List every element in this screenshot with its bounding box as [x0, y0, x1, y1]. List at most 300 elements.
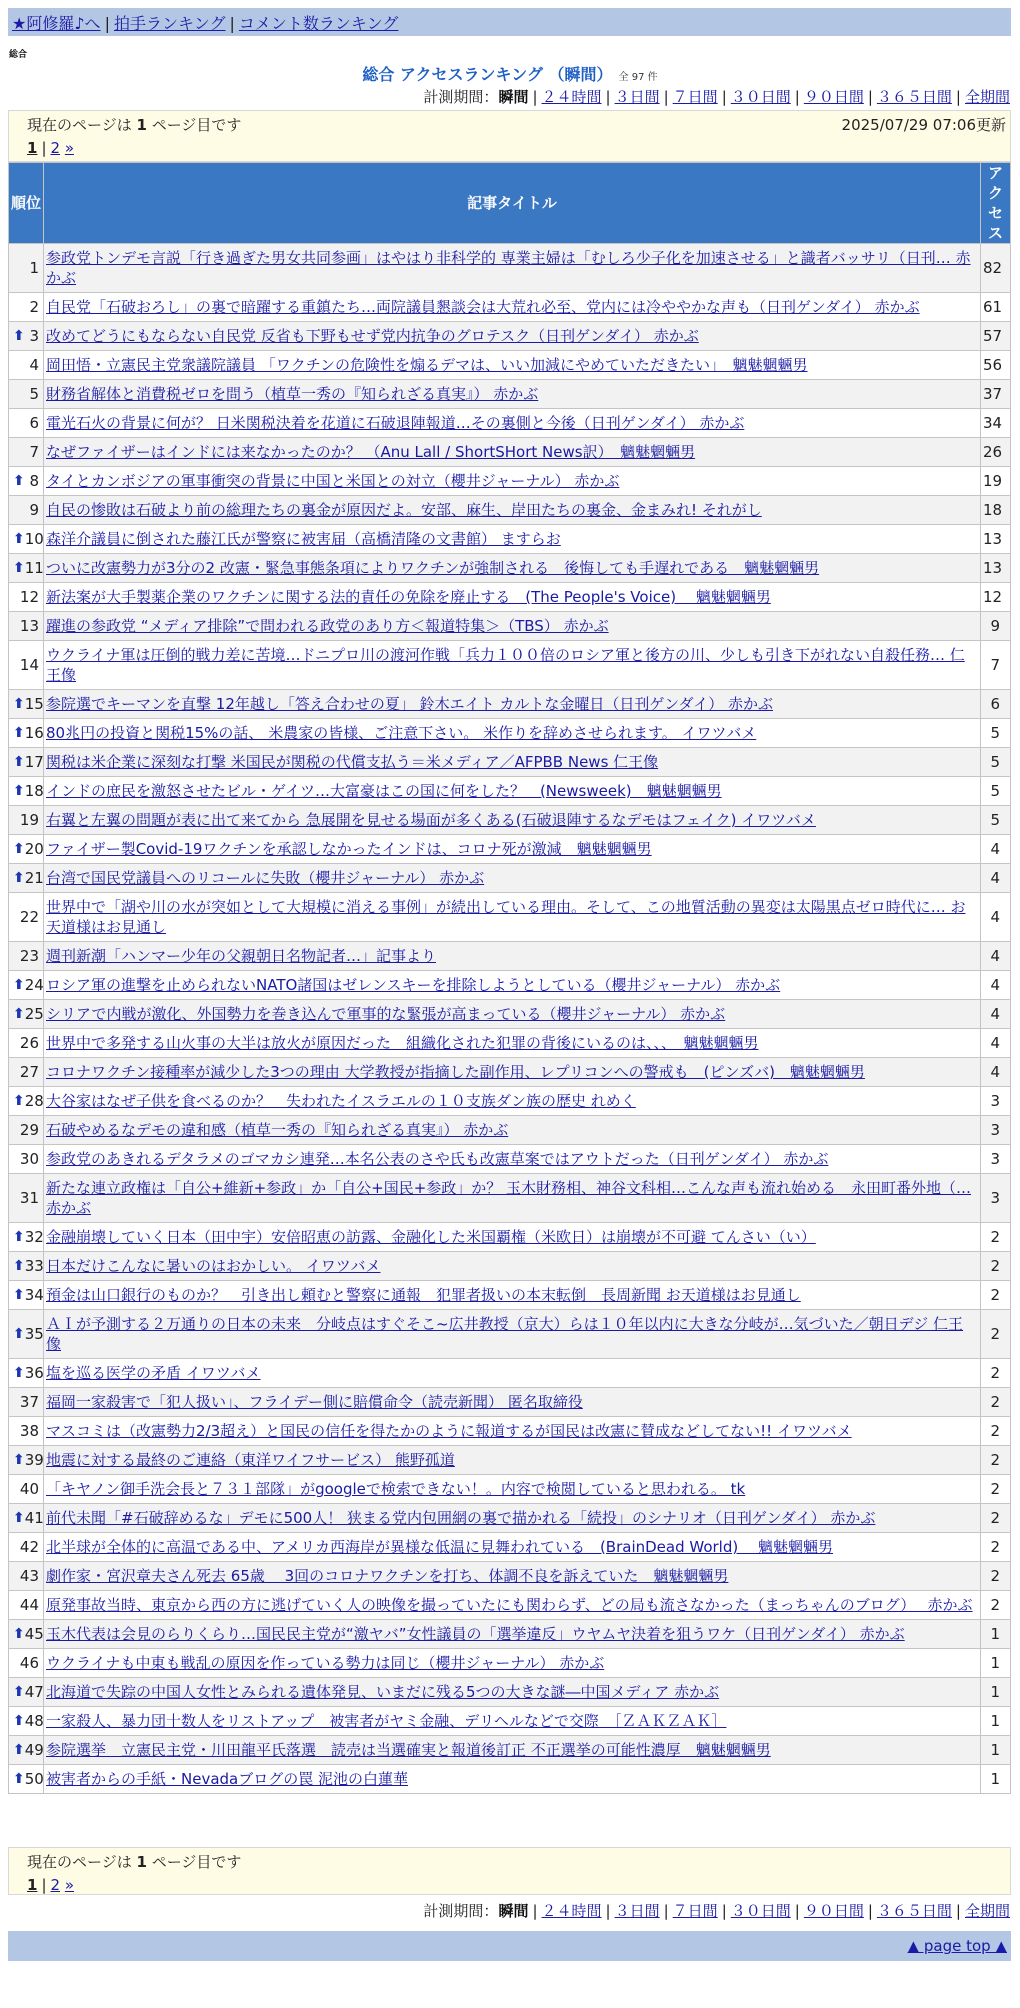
rank-number: 5	[29, 385, 39, 403]
table-header-row	[9, 163, 1011, 244]
current-page-post: ページ目です	[146, 1853, 242, 1871]
access-count: 5	[981, 806, 1011, 835]
rank-number: 11	[24, 559, 44, 577]
page-next-link[interactable]: »	[64, 1876, 75, 1894]
rank-cell	[9, 893, 44, 942]
rank-number: 10	[24, 530, 44, 548]
article-link[interactable]: 80兆円の投資と関税15%の話、 米農家の皆様、ご注意下さい。 米作りを辞めさせられます。 イワツバメ	[46, 724, 757, 742]
title-cell	[44, 748, 981, 777]
article-link[interactable]: 福岡一家殺害で「犯人扱い」、フライデー側に賠償命令（読売新聞） 匿名取締役	[46, 1393, 583, 1411]
table-row	[9, 719, 1011, 748]
rank-number: 49	[24, 1741, 44, 1759]
title-cell	[44, 1417, 981, 1446]
rank-cell	[9, 1174, 44, 1223]
rank-number: 37	[19, 1393, 39, 1411]
rank-cell	[9, 1475, 44, 1504]
title-cell	[44, 1252, 981, 1281]
article-link[interactable]: 参政党のあきれるデタラメのゴマカシ連発…本名公表のさや氏も改憲草案ではアウトだった（日刊ゲンダイ） 赤かぶ	[46, 1150, 829, 1168]
table-row	[9, 1446, 1011, 1475]
rank-up-arrow-icon: ⬆	[13, 696, 25, 712]
top-nav: ★阿修羅♪へ | 拍手ランキング | コメント数ランキング	[8, 8, 1011, 36]
article-link[interactable]: 右翼と左翼の問題が表に出て来てから 急展開を見せる場面が多くある(石破退陣するなデモはフェイク) イワツバメ	[46, 811, 816, 829]
title-cell	[44, 1310, 981, 1359]
access-count: 12	[981, 583, 1011, 612]
access-count: 2	[981, 1591, 1011, 1620]
page-top-link[interactable]: ▲ page top ▲	[907, 1937, 1007, 1955]
rank-cell	[9, 1359, 44, 1388]
table-row	[9, 1281, 1011, 1310]
table-row	[9, 1620, 1011, 1649]
period-selector-top	[423, 86, 1010, 107]
article-link[interactable]: なぜファイザーはインドには来なかったのか？ （Anu Lall / ShortSHort News訳） 魑魅魍魎男	[46, 443, 696, 461]
title-cell	[44, 612, 981, 641]
article-link[interactable]: 石破やめるなデモの違和感（植草一秀の『知られざる真実』） 赤かぶ	[46, 1121, 509, 1139]
rank-cell	[9, 777, 44, 806]
rank-number: 13	[19, 617, 39, 635]
access-count: 56	[981, 351, 1011, 380]
title-cell	[44, 1029, 981, 1058]
period-separator: |	[794, 1902, 800, 1920]
table-row	[9, 1000, 1011, 1029]
article-link[interactable]: 参院選挙 立憲民主党・川田龍平氏落選 読売は当選確実と報道後訂正 不正選挙の可能性濃厚 魑魅魍魎男	[46, 1741, 771, 1759]
rank-number: 35	[24, 1325, 44, 1343]
rank-cell	[9, 1116, 44, 1145]
article-link[interactable]: 大谷家はなぜ子供を食べるのか？ 失われたイスラエルの１０支族ダン族の歴史 れめく	[46, 1092, 636, 1110]
article-link[interactable]: 預金は山口銀行のものか？ 引き出し頼むと警察に通報 犯罪者扱いの本末転倒 長周新聞 お天道様はお見通し	[46, 1286, 801, 1304]
rank-cell	[9, 612, 44, 641]
table-row	[9, 1417, 1011, 1446]
period-selector-bottom	[423, 1900, 1010, 1921]
title-cell	[44, 1087, 981, 1116]
access-count: 3	[981, 1174, 1011, 1223]
access-count: 2	[981, 1223, 1011, 1252]
rank-cell	[9, 1000, 44, 1029]
rank-cell	[9, 1591, 44, 1620]
rank-number: 47	[24, 1683, 44, 1701]
rank-number: 34	[24, 1286, 44, 1304]
rank-up-arrow-icon: ⬆	[13, 841, 25, 857]
table-row	[9, 1223, 1011, 1252]
rank-number: 1	[29, 259, 39, 277]
article-link[interactable]: 原発事故当時、東京から西の方に逃げていく人の映像を撮っていたにも関わらず、どの局も流さなかった（まっちゃんのブログ） 赤かぶ	[46, 1596, 973, 1614]
article-link[interactable]: インドの庶民を激怒させたビル・ゲイツ…大富豪はこの国に何をした？ (Newsweek) 魑魅魍魎男	[46, 782, 722, 800]
access-count: 4	[981, 942, 1011, 971]
rank-up-arrow-icon: ⬆	[13, 1006, 25, 1022]
access-count: 2	[981, 1281, 1011, 1310]
article-link[interactable]: 日本だけこんなに暑いのはおかしい。 イワツバメ	[46, 1257, 381, 1275]
title-cell	[44, 1591, 981, 1620]
access-count: 1	[981, 1678, 1011, 1707]
rank-cell	[9, 1765, 44, 1794]
period-separator: |	[663, 1902, 669, 1920]
article-link[interactable]: 塩を巡る医学の矛盾 イワツバメ	[46, 1364, 261, 1382]
access-count: 19	[981, 467, 1011, 496]
period-bottom-link[interactable]: 全期間	[964, 1902, 1010, 1920]
article-link[interactable]: ついに改憲勢力が3分の2 改憲・緊急事態条項によりワクチンが強制される 後悔しても手遅れである 魑魅魍魎男	[46, 559, 820, 577]
period-label: 計測期間：	[423, 1902, 499, 1920]
article-link[interactable]: 北半球が全体的に高温である中、アメリカ西海岸が異様な低温に見舞われている (BrainDead World) 魑魅魍魎男	[46, 1538, 833, 1556]
access-count: 5	[981, 719, 1011, 748]
current-page-post: ページ目です	[146, 116, 242, 134]
access-count: 1	[981, 1707, 1011, 1736]
rank-cell	[9, 806, 44, 835]
period-separator: |	[605, 88, 611, 106]
rank-cell	[9, 835, 44, 864]
period-top-link[interactable]: ９０日間	[803, 88, 864, 106]
title-cell	[44, 1388, 981, 1417]
title-cell	[44, 777, 981, 806]
article-link[interactable]: 躍進の参政党 “メディア排除”で問われる政党のあり方＜報道特集＞（TBS） 赤かぶ	[46, 617, 609, 635]
table-row	[9, 467, 1011, 496]
article-link[interactable]: 新たな連立政権は「自公+維新+参政」か「自公+国民+参政」か？ 玉木財務相、神谷文科相…こんな声も流れ始める 永田町番外地（… 赤かぶ	[46, 1179, 972, 1217]
access-count: 2	[981, 1388, 1011, 1417]
access-count: 2	[981, 1252, 1011, 1281]
period-top-link[interactable]: 全期間	[964, 88, 1010, 106]
article-link[interactable]: 森洋介議員に倒された藤江氏が警察に被害届（高橋清隆の文書館） ますらお	[46, 530, 561, 548]
rank-cell	[9, 1707, 44, 1736]
rank-number: 30	[19, 1150, 39, 1168]
table-row	[9, 1058, 1011, 1087]
rank-cell	[9, 1446, 44, 1475]
rank-number: 12	[19, 588, 39, 606]
rank-number: 7	[29, 443, 39, 461]
title-cell	[44, 496, 981, 525]
page-next-link[interactable]: »	[64, 139, 75, 157]
article-link[interactable]: 地震に対する最終のご連絡（東洋ワイフサービス） 熊野孤道	[46, 1451, 455, 1469]
article-link[interactable]: ＡＩが予測する２万通りの日本の未来 分岐点はすぐそこ~広井教授（京大）らは１０年以内に大きな分岐が…気づいた／朝日デジ 仁王像	[46, 1315, 964, 1353]
period-bottom-link[interactable]: ３日間	[614, 1902, 660, 1920]
page-current: 1	[27, 1876, 38, 1894]
title-row	[0, 62, 1020, 85]
article-link[interactable]: タイとカンボジアの軍事衝突の背景に中国と米国との対立（櫻井ジャーナル） 赤かぶ	[46, 472, 620, 490]
access-count: 34	[981, 409, 1011, 438]
rank-number: 32	[24, 1228, 44, 1246]
rank-up-arrow-icon: ⬆	[13, 1510, 25, 1526]
title-cell	[44, 1678, 981, 1707]
title-cell	[44, 583, 981, 612]
access-count: 1	[981, 1736, 1011, 1765]
rank-number: 3	[29, 327, 39, 345]
rank-cell	[9, 1736, 44, 1765]
rank-number: 42	[19, 1538, 39, 1556]
rank-number: 25	[24, 1005, 44, 1023]
rank-number: 33	[24, 1257, 44, 1275]
access-count: 82	[981, 244, 1011, 293]
table-row	[9, 1145, 1011, 1174]
access-count: 9	[981, 612, 1011, 641]
page-separator: |	[41, 139, 47, 157]
pager-bottom-page-links	[27, 1876, 992, 1894]
access-count: 5	[981, 777, 1011, 806]
table-row	[9, 496, 1011, 525]
title-cell	[44, 1504, 981, 1533]
bottom-bar	[8, 1931, 1011, 1961]
rank-cell	[9, 380, 44, 409]
article-link[interactable]: 玉木代表は会見のらりくらり…国民民主党が“激ヤバ”女性議員の「選挙違反」ウヤムヤ決着を狙うワケ（日刊ゲンダイ） 赤かぶ	[46, 1625, 905, 1643]
article-link[interactable]: 被害者からの手紙・Nevadaブログの罠 泥池の白蓮華	[46, 1770, 409, 1788]
rank-number: 41	[24, 1509, 44, 1527]
rank-cell	[9, 942, 44, 971]
rank-cell	[9, 1281, 44, 1310]
rank-up-arrow-icon: ⬆	[13, 1771, 25, 1787]
rank-cell	[9, 971, 44, 1000]
rank-number: 2	[29, 298, 39, 316]
table-row	[9, 1504, 1011, 1533]
article-link[interactable]: 金融崩壊していく日本（田中宇）安倍昭恵の訪露、金融化した米国覇権（米欧日）は崩壊が不可避 てんさい（い）	[46, 1228, 816, 1246]
article-link[interactable]: 参院選でキーマンを直撃 12年越し「答え合わせの夏」 鈴木エイト カルトな金曜日（日刊ゲンダイ） 赤かぶ	[46, 695, 773, 713]
article-link[interactable]: 関税は米企業に深刻な打撃 米国民が関税の代償支払う＝米メディア／AFPBB News 仁王像	[46, 753, 659, 771]
access-count: 4	[981, 835, 1011, 864]
title-cell	[44, 1174, 981, 1223]
article-link[interactable]: 新法案が大手製薬企業のワクチンに関する法的責任の免除を廃止する (The People's Voice) 魑魅魍魎男	[46, 588, 771, 606]
period-top-link[interactable]: ７日間	[672, 88, 718, 106]
access-count: 4	[981, 864, 1011, 893]
rank-cell	[9, 748, 44, 777]
article-link[interactable]: ファイザー製Covid-19ワクチンを承認しなかったインドは、コロナ死が激減 魑魅魍魎男	[46, 840, 652, 858]
rank-number: 19	[19, 811, 39, 829]
rank-cell	[9, 719, 44, 748]
access-count: 4	[981, 893, 1011, 942]
rank-cell	[9, 525, 44, 554]
rank-number: 20	[24, 840, 44, 858]
rank-number: 44	[19, 1596, 39, 1614]
table-row	[9, 1591, 1011, 1620]
table-row	[9, 971, 1011, 1000]
rank-number: 28	[24, 1092, 44, 1110]
rank-cell	[9, 409, 44, 438]
rank-cell	[9, 1678, 44, 1707]
period-top-link[interactable]: ３０日間	[730, 88, 791, 106]
table-row	[9, 690, 1011, 719]
access-count: 4	[981, 1000, 1011, 1029]
article-link[interactable]: 自民の惨敗は石破より前の総理たちの裏金が原因だよ。安部、麻生、岸田たちの裏金、金まみれ! それがし	[46, 501, 762, 519]
rank-cell	[9, 1029, 44, 1058]
access-count: 13	[981, 554, 1011, 583]
page-link[interactable]: 2	[50, 1876, 61, 1894]
article-link[interactable]: 財務省解体と消費税ゼロを問う（植草一秀の『知られざる真実』） 赤かぶ	[46, 385, 539, 403]
access-count: 3	[981, 1087, 1011, 1116]
rank-number: 23	[19, 947, 39, 965]
title-cell	[44, 525, 981, 554]
rank-up-arrow-icon: ⬆	[13, 977, 25, 993]
pager-top	[8, 110, 1011, 162]
title-cell	[44, 1533, 981, 1562]
article-link[interactable]: 世界中で多発する山火事の大半は放火が原因だった 組織化された犯罪の背後にいるのは、、、 魑魅魍魎男	[46, 1034, 759, 1052]
access-count: 4	[981, 1058, 1011, 1087]
period-top-link[interactable]: ３６５日間	[876, 88, 952, 106]
access-count: 2	[981, 1504, 1011, 1533]
rank-cell	[9, 293, 44, 322]
rank-cell	[9, 690, 44, 719]
rank-number: 48	[24, 1712, 44, 1730]
rank-up-arrow-icon: ⬆	[13, 725, 25, 741]
header-rank: 順位	[9, 163, 44, 244]
rank-number: 39	[24, 1451, 44, 1469]
article-link[interactable]: 一家殺人、暴力団十数人をリストアップ 被害者がヤミ金融、デリヘルなどで交際 ［ＺＡＫＺＡＫ］	[46, 1712, 727, 1730]
rank-cell	[9, 496, 44, 525]
article-link[interactable]: 参政党トンデモ言説「行き過ぎた男女共同参画」はやはり非科学的 専業主婦は「むしろ少子化を加速させる」と識者バッサリ（日刊… 赤かぶ	[46, 249, 971, 287]
access-count: 2	[981, 1310, 1011, 1359]
rank-number: 50	[24, 1770, 44, 1788]
table-row	[9, 1533, 1011, 1562]
access-count: 1	[981, 1765, 1011, 1794]
table-row	[9, 1359, 1011, 1388]
current-page-text	[27, 1851, 992, 1872]
title-cell	[44, 1116, 981, 1145]
rank-number: 15	[24, 695, 44, 713]
current-page-number: 1	[136, 116, 147, 134]
table-row	[9, 1174, 1011, 1223]
rank-up-arrow-icon: ⬆	[13, 473, 25, 489]
ranking-table	[8, 162, 1011, 1794]
rank-cell	[9, 438, 44, 467]
article-link[interactable]: 岡田悟・立憲民主党衆議院議員 「ワクチンの危険性を煽るデマは、いい加減にやめていただきたい」 魑魅魍魎男	[46, 356, 808, 374]
article-link[interactable]: シリアで内戦が激化、外国勢力を巻き込んで軍事的な緊張が高まっている（櫻井ジャーナル） 赤かぶ	[46, 1005, 726, 1023]
nav-link-comment-ranking[interactable]: コメント数ランキング	[238, 14, 399, 33]
rank-cell	[9, 641, 44, 690]
table-row	[9, 525, 1011, 554]
title-cell	[44, 244, 981, 293]
rank-cell	[9, 583, 44, 612]
rank-number: 18	[24, 782, 44, 800]
rank-cell	[9, 244, 44, 293]
table-row	[9, 1087, 1011, 1116]
rank-cell	[9, 864, 44, 893]
title-cell	[44, 438, 981, 467]
rank-number: 14	[19, 656, 39, 674]
access-count: 4	[981, 971, 1011, 1000]
access-count: 4	[981, 1029, 1011, 1058]
rank-cell	[9, 1058, 44, 1087]
rank-up-arrow-icon: ⬆	[13, 783, 25, 799]
period-bottom-link[interactable]: ７日間	[672, 1902, 718, 1920]
rank-number: 40	[19, 1480, 39, 1498]
rank-number: 46	[19, 1654, 39, 1672]
table-row	[9, 322, 1011, 351]
rank-up-arrow-icon: ⬆	[13, 754, 25, 770]
title-cell	[44, 1058, 981, 1087]
access-count: 1	[981, 1620, 1011, 1649]
rank-cell	[9, 1223, 44, 1252]
rank-up-arrow-icon: ⬆	[13, 1713, 25, 1729]
access-count: 2	[981, 1562, 1011, 1591]
table-row	[9, 351, 1011, 380]
title-cell	[44, 942, 981, 971]
article-link[interactable]: コロナワクチン接種率が減少した3つの理由 大学教授が指摘した副作用、レプリコンへの警戒も (ピンズバ) 魑魅魍魎男	[46, 1063, 865, 1081]
period-bottom-link[interactable]: ３０日間	[730, 1902, 791, 1920]
table-row	[9, 583, 1011, 612]
current-page-pre: 現在のページは	[27, 116, 137, 134]
article-link[interactable]: 前代未聞「#石破辞めるな」デモに500人！ 狭まる党内包囲網の裏で描かれる「続投」のシナリオ（日刊ゲンダイ） 赤かぶ	[46, 1509, 876, 1527]
current-page-number: 1	[136, 1853, 147, 1871]
rank-up-arrow-icon: ⬆	[13, 531, 25, 547]
period-bottom-link[interactable]: ３６５日間	[876, 1902, 952, 1920]
article-link[interactable]: 改めてどうにもならない自民党 反省も下野もせず党内抗争のグロテスク（日刊ゲンダイ） 赤かぶ	[46, 327, 699, 345]
period-separator: |	[955, 88, 961, 106]
title-cell	[44, 1562, 981, 1591]
header-access: アクセス	[981, 163, 1011, 244]
article-link[interactable]: ロシア軍の進撃を止められないNATO諸国はゼレンスキーを排除しようとしている（櫻井ジャーナル） 赤かぶ	[46, 976, 781, 994]
title-cell	[44, 1649, 981, 1678]
title-cell	[44, 380, 981, 409]
current-page-pre: 現在のページは	[27, 1853, 137, 1871]
rank-up-arrow-icon: ⬆	[13, 560, 25, 576]
rank-cell	[9, 1504, 44, 1533]
title-cell	[44, 1765, 981, 1794]
period-label: 計測期間：	[423, 88, 499, 106]
access-count: 2	[981, 1533, 1011, 1562]
title-cell	[44, 554, 981, 583]
period-bottom-link[interactable]: ２４時間	[541, 1902, 602, 1920]
period-bottom-link[interactable]: ９０日間	[803, 1902, 864, 1920]
period-top-link[interactable]: ２４時間	[541, 88, 602, 106]
table-row	[9, 1736, 1011, 1765]
page-link[interactable]: 2	[50, 139, 61, 157]
table-row	[9, 1678, 1011, 1707]
title-cell	[44, 1446, 981, 1475]
article-link[interactable]: 「キヤノン御手洗会長と７３１部隊」がgoogleで検索できない！。内容で検閲していると思われる。 tk	[46, 1480, 746, 1498]
article-link[interactable]: 週刊新潮「ハンマー少年の父親朝日名物記者…」記事より	[46, 947, 437, 965]
table-row	[9, 438, 1011, 467]
period-top-link[interactable]: ３日間	[614, 88, 660, 106]
rank-number: 4	[29, 356, 39, 374]
article-link[interactable]: 世界中で「湖や川の水が突如として大規模に消える事例」が続出している理由。そして、この地質活動の異変は太陽黒点ゼロ時代に… お天道様はお見通し	[46, 898, 966, 936]
rank-number: 36	[24, 1364, 44, 1382]
rank-cell	[9, 554, 44, 583]
access-count: 7	[981, 641, 1011, 690]
rank-up-arrow-icon: ⬆	[13, 1684, 25, 1700]
period-separator: |	[955, 1902, 961, 1920]
rank-up-arrow-icon: ⬆	[13, 870, 25, 886]
article-link[interactable]: 北海道で失踪の中国人女性とみられる遺体発見、いまだに残る5つの大きな謎―中国メディア 赤かぶ	[46, 1683, 720, 1701]
article-link[interactable]: ウクライナも中東も戦乱の原因を作っている勢力は同じ（櫻井ジャーナル） 赤かぶ	[46, 1654, 605, 1672]
article-link[interactable]: 自民党「石破おろし」の裏で暗躍する重鎮たち…両院議員懇談会は大荒れ必至、党内には冷ややかな声も（日刊ゲンダイ） 赤かぶ	[46, 298, 920, 316]
article-link[interactable]: ウクライナ軍は圧倒的戦力差に苦境…ドニプロ川の渡河作戦「兵力１００倍のロシア軍と後方の川、少しも引き下がれない自殺任務… 仁王像	[46, 646, 965, 684]
nav-link-asyura[interactable]: ★阿修羅♪へ	[12, 14, 101, 33]
access-count: 18	[981, 496, 1011, 525]
table-row	[9, 806, 1011, 835]
total-count: 全 97 件	[618, 72, 658, 83]
title-cell	[44, 1281, 981, 1310]
title-cell	[44, 641, 981, 690]
page-current: 1	[27, 139, 38, 157]
article-link[interactable]: マスコミは（改憲勢力2/3超え）と国民の信任を得たかのように報道するが国民は改憲に賛成などしてない!! イワツバメ	[46, 1422, 852, 1440]
rank-up-arrow-icon: ⬆	[13, 1452, 25, 1468]
rank-up-arrow-icon: ⬆	[13, 328, 25, 344]
rank-cell	[9, 1252, 44, 1281]
rank-number: 21	[24, 869, 44, 887]
access-count: 3	[981, 1116, 1011, 1145]
table-row	[9, 1388, 1011, 1417]
rank-number: 26	[19, 1034, 39, 1052]
table-row	[9, 641, 1011, 690]
rank-up-arrow-icon: ⬆	[13, 1626, 25, 1642]
article-link[interactable]: 台湾で国民党議員へのリコールに失敗（櫻井ジャーナル） 赤かぶ	[46, 869, 485, 887]
rank-number: 38	[19, 1422, 39, 1440]
access-count: 6	[981, 690, 1011, 719]
table-row	[9, 1116, 1011, 1145]
nav-link-applause-ranking[interactable]: 拍手ランキング	[113, 14, 226, 33]
rank-cell	[9, 1417, 44, 1446]
title-cell	[44, 864, 981, 893]
article-link[interactable]: 電光石火の背景に何が？ 日米関税決着を花道に石破退陣報道…その裏側と今後（日刊ゲンダイ） 赤かぶ	[46, 414, 745, 432]
title-cell	[44, 1223, 981, 1252]
article-link[interactable]: 劇作家・宮沢章夫さん死去 65歳 3回のコロナワクチンを打ち、体調不良を訴えていた 魑魅魍魎男	[46, 1567, 729, 1585]
access-count: 2	[981, 1446, 1011, 1475]
rank-number: 22	[19, 908, 39, 926]
title-cell	[44, 1707, 981, 1736]
table-row	[9, 380, 1011, 409]
